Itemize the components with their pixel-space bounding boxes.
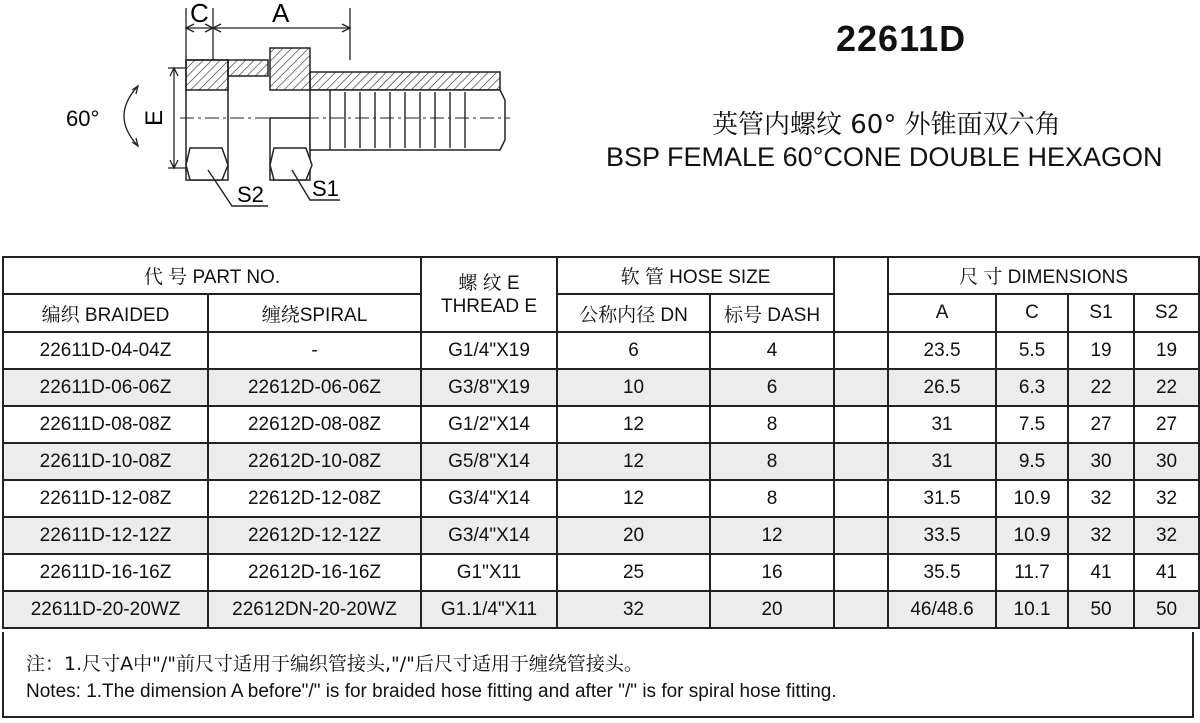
header-dn: 公称内径 DN bbox=[557, 294, 710, 332]
cell-c: 10.9 bbox=[996, 517, 1068, 554]
cell-s2: 19 bbox=[1134, 332, 1199, 369]
header-s2: S2 bbox=[1134, 294, 1199, 332]
header-dash: 标号 DASH bbox=[710, 294, 834, 332]
cell-spiral: - bbox=[208, 332, 421, 369]
cell-s1: 50 bbox=[1068, 591, 1134, 628]
cell-s2: 50 bbox=[1134, 591, 1199, 628]
cell-thread: G1/4"X19 bbox=[421, 332, 557, 369]
angle-label: 60° bbox=[66, 106, 100, 131]
cell-thread: G3/8"X19 bbox=[421, 369, 557, 406]
cell-spiral: 22612DN-20-20WZ bbox=[208, 591, 421, 628]
cell-s1: 30 bbox=[1068, 443, 1134, 480]
cell-blank bbox=[834, 480, 888, 517]
cell-braided: 22611D-16-16Z bbox=[3, 554, 208, 591]
cell-braided: 22611D-08-08Z bbox=[3, 406, 208, 443]
cell-spiral: 22612D-12-12Z bbox=[208, 517, 421, 554]
cell-dash: 6 bbox=[710, 369, 834, 406]
cell-dash: 8 bbox=[710, 480, 834, 517]
cell-c: 5.5 bbox=[996, 332, 1068, 369]
header-dimensions: 尺 寸 DIMENSIONS bbox=[888, 257, 1199, 294]
table-row bbox=[3, 517, 1199, 554]
cell-dash: 16 bbox=[710, 554, 834, 591]
cell-thread: G5/8"X14 bbox=[421, 443, 557, 480]
header-braided: 编织 BRAIDED bbox=[3, 294, 208, 332]
note-english: Notes: 1.The dimension A before"/" is for braided hose fitting and after "/" is for spiral hose fitting. bbox=[26, 681, 837, 702]
cell-s2: 32 bbox=[1134, 517, 1199, 554]
cell-dash: 4 bbox=[710, 332, 834, 369]
dim-a-label: A bbox=[272, 0, 290, 28]
cell-s1: 41 bbox=[1068, 554, 1134, 591]
cell-spiral: 22612D-12-08Z bbox=[208, 480, 421, 517]
cell-s1: 32 bbox=[1068, 517, 1134, 554]
cell-thread: G3/4"X14 bbox=[421, 517, 557, 554]
cell-s1: 22 bbox=[1068, 369, 1134, 406]
header-hose-size: 软 管 HOSE SIZE bbox=[557, 257, 834, 294]
cell-blank bbox=[834, 443, 888, 480]
cell-s1: 27 bbox=[1068, 406, 1134, 443]
header-thread-cn: 螺 纹 E bbox=[458, 272, 520, 294]
note-chinese: 注：1.尺寸A中"/"前尺寸适用于编织管接头,"/"后尺寸适用于缠绕管接头。 bbox=[26, 653, 643, 675]
header-a: A bbox=[888, 294, 996, 332]
model-number: 22611D bbox=[836, 18, 967, 59]
cell-spiral: 22612D-08-08Z bbox=[208, 406, 421, 443]
cell-a: 35.5 bbox=[888, 554, 996, 591]
header-c: C bbox=[996, 294, 1068, 332]
cell-thread: G1/2"X14 bbox=[421, 406, 557, 443]
cell-s2: 22 bbox=[1134, 369, 1199, 406]
cell-blank bbox=[834, 369, 888, 406]
header-thread bbox=[421, 257, 557, 332]
title-chinese: 英管内螺纹 60° 外锥面双六角 bbox=[712, 110, 1061, 140]
cell-a: 26.5 bbox=[888, 369, 996, 406]
dimension-lines bbox=[186, 8, 350, 60]
cell-blank bbox=[834, 591, 888, 628]
cell-a: 33.5 bbox=[888, 517, 996, 554]
cell-a: 31.5 bbox=[888, 480, 996, 517]
table-row bbox=[3, 480, 1199, 517]
cell-a: 46/48.6 bbox=[888, 591, 996, 628]
cell-braided: 22611D-10-08Z bbox=[3, 443, 208, 480]
cell-blank bbox=[834, 554, 888, 591]
cell-dn: 25 bbox=[557, 554, 710, 591]
cell-dash: 20 bbox=[710, 591, 834, 628]
title-english: BSP FEMALE 60°CONE DOUBLE HEXAGON bbox=[606, 142, 1163, 172]
cell-s2: 41 bbox=[1134, 554, 1199, 591]
cell-dn: 12 bbox=[557, 443, 710, 480]
cell-a: 23.5 bbox=[888, 332, 996, 369]
cell-braided: 22611D-12-12Z bbox=[3, 517, 208, 554]
cell-c: 10.9 bbox=[996, 480, 1068, 517]
s2-label: S2 bbox=[237, 182, 264, 207]
cell-spiral: 22612D-16-16Z bbox=[208, 554, 421, 591]
cell-s1: 19 bbox=[1068, 332, 1134, 369]
s1-label: S1 bbox=[312, 176, 339, 201]
cell-dash: 8 bbox=[710, 406, 834, 443]
cell-s1: 32 bbox=[1068, 480, 1134, 517]
header-blank bbox=[834, 257, 888, 332]
cell-c: 7.5 bbox=[996, 406, 1068, 443]
cell-dn: 10 bbox=[557, 369, 710, 406]
cell-c: 11.7 bbox=[996, 554, 1068, 591]
table-row bbox=[3, 443, 1199, 480]
table-row bbox=[3, 554, 1199, 591]
cell-dn: 12 bbox=[557, 480, 710, 517]
cell-dash: 8 bbox=[710, 443, 834, 480]
cell-c: 6.3 bbox=[996, 369, 1068, 406]
cell-s2: 32 bbox=[1134, 480, 1199, 517]
dim-c-label: C bbox=[190, 0, 209, 28]
table-row bbox=[3, 406, 1199, 443]
cell-a: 31 bbox=[888, 443, 996, 480]
header-thread-en: THREAD E bbox=[440, 295, 538, 317]
cell-a: 31 bbox=[888, 406, 996, 443]
cell-s2: 27 bbox=[1134, 406, 1199, 443]
cell-dn: 6 bbox=[557, 332, 710, 369]
cell-braided: 22611D-04-04Z bbox=[3, 332, 208, 369]
cell-c: 9.5 bbox=[996, 443, 1068, 480]
cell-thread: G1"X11 bbox=[421, 554, 557, 591]
table-row bbox=[3, 332, 1199, 369]
cell-c: 10.1 bbox=[996, 591, 1068, 628]
cell-blank bbox=[834, 332, 888, 369]
notes-box bbox=[2, 632, 1194, 718]
table-row bbox=[3, 591, 1199, 628]
cell-blank bbox=[834, 406, 888, 443]
cell-dn: 20 bbox=[557, 517, 710, 554]
fitting-drawing bbox=[0, 0, 560, 230]
cell-blank bbox=[834, 517, 888, 554]
cell-spiral: 22612D-10-08Z bbox=[208, 443, 421, 480]
cell-spiral: 22612D-06-06Z bbox=[208, 369, 421, 406]
header-spiral: 缠绕SPIRAL bbox=[208, 294, 421, 332]
cell-braided: 22611D-06-06Z bbox=[3, 369, 208, 406]
header-s1: S1 bbox=[1068, 294, 1134, 332]
cell-dn: 32 bbox=[557, 591, 710, 628]
dim-e-label: E bbox=[141, 109, 168, 127]
cell-s2: 30 bbox=[1134, 443, 1199, 480]
cell-braided: 22611D-12-08Z bbox=[3, 480, 208, 517]
spec-table bbox=[2, 256, 1200, 629]
cell-thread: G1.1/4"X11 bbox=[421, 591, 557, 628]
cell-dash: 12 bbox=[710, 517, 834, 554]
table-row bbox=[3, 369, 1199, 406]
header-part-no: 代 号 PART NO. bbox=[3, 257, 421, 294]
cell-thread: G3/4"X14 bbox=[421, 480, 557, 517]
cell-dn: 12 bbox=[557, 406, 710, 443]
cell-braided: 22611D-20-20WZ bbox=[3, 591, 208, 628]
